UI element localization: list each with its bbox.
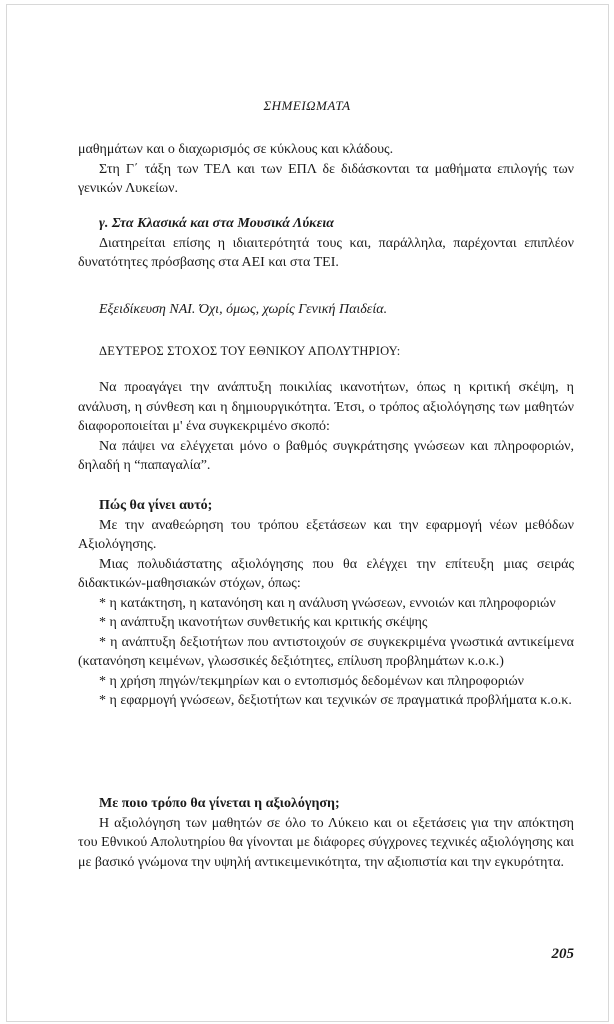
intro-line-1: μαθημάτων και ο διαχωρισμός σε κύκλους και κλάδους. <box>78 142 394 157</box>
bullet-item: * η εφαρμογή γνώσεων, δεξιοτήτων και τεχνικών σε πραγματικά προβλήματα κ.ο.κ. <box>99 693 572 708</box>
intro-block <box>78 140 574 199</box>
second-goal-paragraph-2: Να πάψει να ελέγχεται μόνο ο βαθμός συγκράτησης γνώσεων και πληροφοριών, δηλαδή η “παπαγαλία”. <box>78 438 574 473</box>
bullet-item: * η κατάκτηση, η κατανόηση και η ανάλυση γνώσεων, εννοιών και πληροφοριών <box>99 595 556 611</box>
second-goal-body <box>78 378 574 476</box>
second-goal-paragraph-1: Να προαγάγει την ανάπτυξη ποικιλίας ικανοτήτων, όπως η κριτική σκέψη, η ανάλυση, η σύνθεση και η δημιουργικότητα. Έτσι, ο τρόπος αξιολόγησης των μαθητών διαφοροποιείται μ' ένα συγκεκριμένο σκοπό: <box>78 380 574 434</box>
bullet-item: * η ανάπτυξη δεξιοτήτων που αντιστοιχούν σε συγκεκριμένα γνωστικά αντικείμενα (κατανόηση κειμένων, γλωσσικές δεξιότητες, επίλυση προβλημάτων κ.ο.κ.) <box>78 634 574 669</box>
bullet-item: * η χρήση πηγών/τεκμηρίων και ο εντοπισμός δεδομένων και πληροφοριών <box>99 673 524 689</box>
classical-heading: γ. Στα Κλασικά και στα Μουσικά Λύκεια <box>99 216 334 231</box>
specialization-block <box>78 300 574 320</box>
second-goal-heading-block <box>78 342 574 362</box>
running-header: ΣΗΜΕΙΩΜΑΤΑ <box>263 98 351 113</box>
specialization-text: Εξειδίκευση ΝΑΙ. Όχι, όμως, χωρίς Γενική Παιδεία. <box>99 302 388 317</box>
how-paragraph-2: Μιας πολυδιάστατης αξιολόγησης που θα ελέγχει την επίτευξη μιας σειράς διδακτικών-μαθησιακών στόχων, όπως: <box>78 556 574 591</box>
page-number: 205 <box>551 946 574 962</box>
evaluation-text: Η αξιολόγηση των μαθητών σε όλο το Λύκειο και οι εξετάσεις για την απόκτηση του Εθνικού Απολυτηρίου θα γίνονται με διάφορες σύγχρονες τεχνικές αξιολόγησης και με βασικό γνώμονα την υψηλή αντικειμενικότητα, την αξιοπιστία και την εγκυρότητα. <box>78 815 574 870</box>
intro-line-2: Στη Γ΄ τάξη των ΤΕΛ και των ΕΠΛ δε διδάσκονται τα μαθήματα επιλογής των γενικών Λυκείων. <box>78 161 574 196</box>
how-paragraph-1: Με την αναθεώρηση του τρόπου εξετάσεων και την εφαρμογή νέων μεθόδων Αξιολόγησης. <box>78 517 574 552</box>
how-heading: Πώς θα γίνει αυτό; <box>99 498 213 513</box>
classical-text: Διατηρείται επίσης η ιδιαιτερότητά τους και, παράλληλα, παρέχονται επιπλέον δυνατότητες πρόσβασης στα ΑΕΙ και στα ΤΕΙ. <box>78 235 574 270</box>
bullet-item: * η ανάπτυξη ικανοτήτων συνθετικής και κριτικής σκέψης <box>99 615 428 630</box>
second-goal-heading: ΔΕΥΤΕΡΟΣ ΣΤΟΧΟΣ ΤΟΥ ΕΘΝΙΚΟΥ ΑΠΟΛΥΤΗΡΙΟΥ: <box>99 344 401 358</box>
evaluation-section <box>78 794 574 872</box>
classical-section <box>78 214 574 273</box>
evaluation-heading: Με ποιο τρόπο θα γίνεται η αξιολόγηση; <box>99 796 340 811</box>
how-section <box>78 496 574 711</box>
